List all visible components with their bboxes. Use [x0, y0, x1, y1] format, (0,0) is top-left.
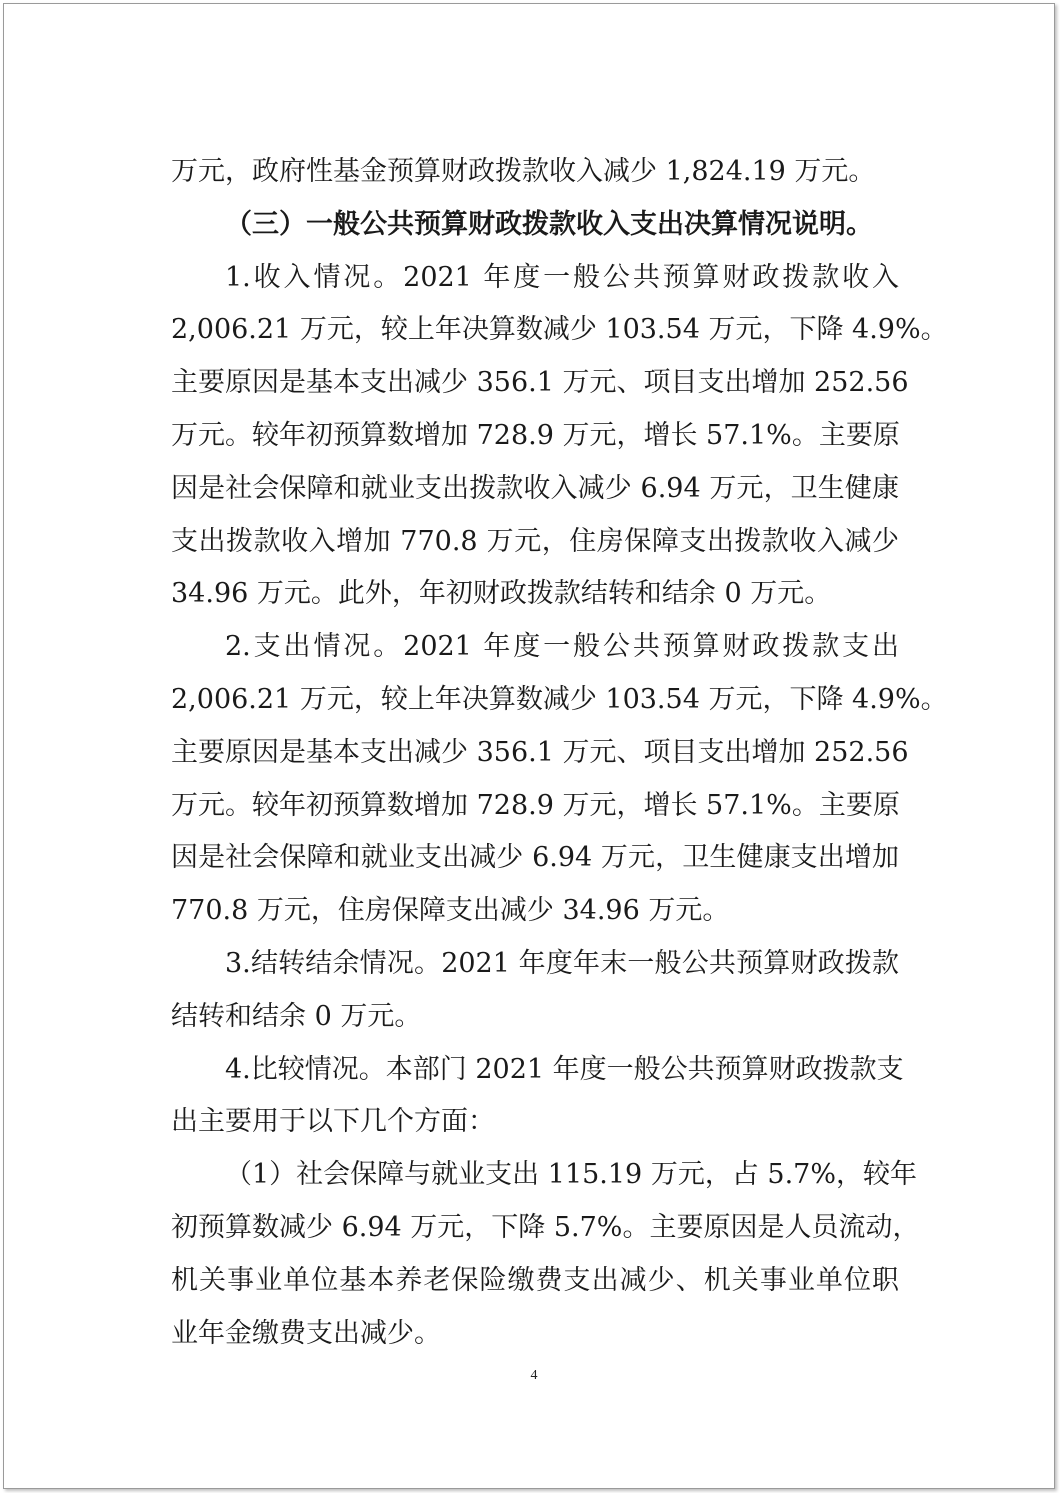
text-line: 主要原因是基本支出减少 356.1 万元、项目支出增加 252.56	[171, 736, 909, 768]
text-line: 因是社会保障和就业支出拨款收入减少 6.94 万元，卫生健康	[171, 472, 899, 504]
page-number: 4	[530, 1368, 538, 1383]
text-line: 2,006.21 万元，较上年决算数减少 103.54 万元，下降 4.9%。	[171, 683, 948, 715]
text-line: 结转和结余 0 万元。	[171, 1000, 422, 1032]
text-line: 万元，政府性基金预算财政拨款收入减少 1,824.19 万元。	[171, 156, 876, 187]
text-line: 4.比较情况。本部门 2021 年度一般公共预算财政拨款支	[225, 1053, 904, 1085]
text-line: 业年金缴费支出减少。	[171, 1317, 441, 1349]
document-body	[171, 146, 948, 1360]
text-line: （三）一般公共预算财政拨款收入支出决算情况说明。	[225, 208, 873, 240]
text-line: 770.8 万元，住房保障支出减少 34.96 万元。	[171, 895, 730, 927]
text-line: 机关事业单位基本养老保险缴费支出减少、机关事业单位职	[171, 1264, 899, 1296]
text-line: 1.收入情况。2021 年度一般公共预算财政拨款收入	[225, 261, 899, 293]
text-line: 主要原因是基本支出减少 356.1 万元、项目支出增加 252.56	[171, 367, 909, 399]
text-line: 3.结转结余情况。2021 年度年末一般公共预算财政拨款	[225, 947, 899, 979]
document-page	[3, 3, 1055, 1489]
text-line: （1）社会保障与就业支出 115.19 万元，占 5.7%，较年	[225, 1159, 917, 1191]
text-line: 支出拨款收入增加 770.8 万元，住房保障支出拨款收入减少	[171, 525, 899, 557]
text-line: 34.96 万元。此外，年初财政拨款结转和结余 0 万元。	[171, 578, 832, 610]
text-line: 万元。较年初预算数增加 728.9 万元，增长 57.1%。主要原	[171, 789, 900, 821]
text-line: 2,006.21 万元，较上年决算数减少 103.54 万元，下降 4.9%。	[171, 314, 948, 346]
text-line: 万元。较年初预算数增加 728.9 万元，增长 57.1%。主要原	[171, 419, 900, 451]
text-line: 因是社会保障和就业支出减少 6.94 万元，卫生健康支出增加	[171, 842, 899, 874]
text-line: 初预算数减少 6.94 万元，下降 5.7%。主要原因是人员流动，	[171, 1211, 920, 1243]
text-line: 出主要用于以下几个方面：	[171, 1106, 495, 1138]
text-line: 2.支出情况。2021 年度一般公共预算财政拨款支出	[225, 631, 899, 663]
